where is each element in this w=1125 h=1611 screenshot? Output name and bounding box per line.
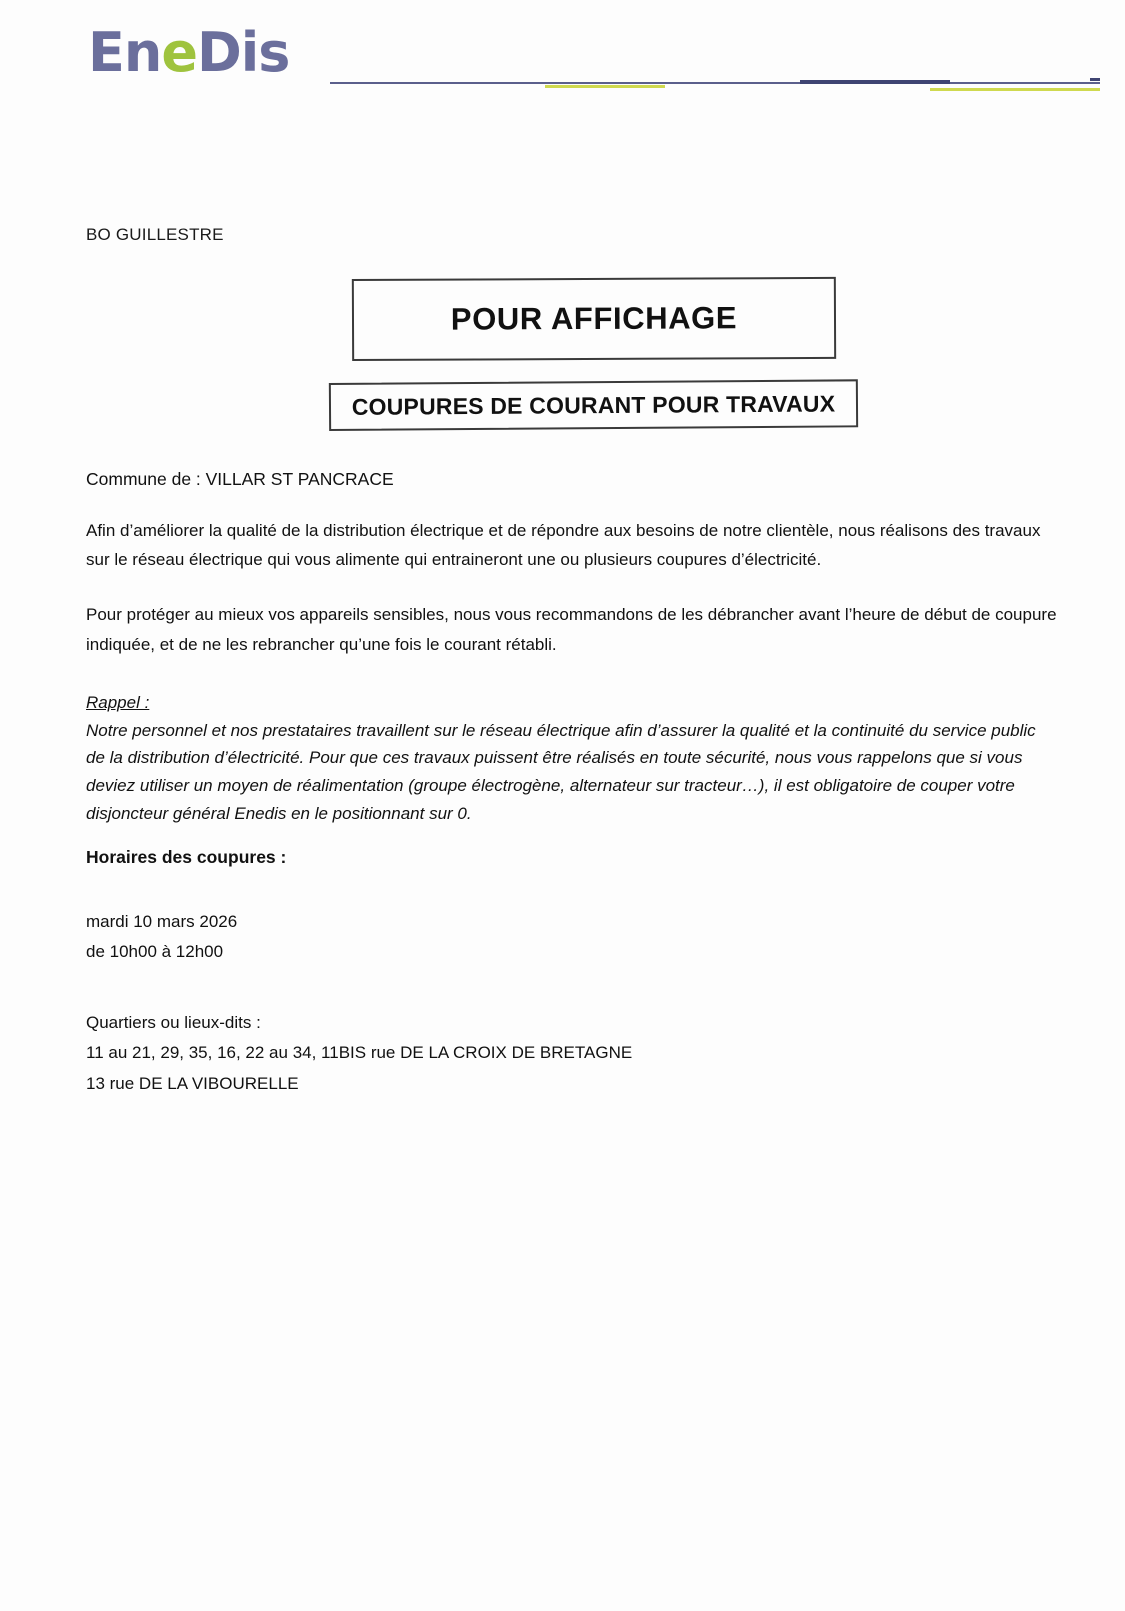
header-rule bbox=[330, 72, 1100, 98]
horaires-title: Horaires des coupures : bbox=[86, 847, 287, 868]
banner-pour-affichage bbox=[352, 277, 836, 361]
quartiers-title: Quartiers ou lieux-dits : bbox=[86, 1013, 261, 1033]
quartiers-line: 13 rue DE LA VIBOURELLE bbox=[86, 1073, 299, 1093]
logo-text-accent: e bbox=[161, 21, 197, 84]
banner-coupures-travaux-text: COUPURES DE COURANT POUR TRAVAUX bbox=[351, 389, 836, 420]
header-rule-line bbox=[330, 82, 1100, 84]
header-rule-segment-green-2 bbox=[930, 88, 1100, 91]
enedis-logo bbox=[88, 22, 328, 84]
schedule-date: mardi 10 mars 2026 bbox=[86, 912, 238, 932]
schedule-block bbox=[86, 908, 1059, 965]
document-body bbox=[84, 225, 1059, 1098]
paragraph-appareils-sensibles: Pour protéger au mieux vos appareils sensibles, nous vous recommandons de les débrancher avant l’heure de début de coupure indiquée, et de ne les rebrancher qu’une fois le courant rétabli. bbox=[86, 605, 1057, 654]
enedis-logo-text bbox=[88, 22, 328, 84]
rappel-body: Notre personnel et nos prestataires travaillent sur le réseau électrique afin d’assurer la qualité et la continuité du service public de la distribution d’électricité. Pour que ces travaux puissent être réalisés en toute sécurité, nous vous rappelons que si vous deviez utiliser un moyen de réalimentation (groupe électrogène, alternateur sur tracteur…), il est obligatoire de couper votre disjoncteur général Enedis en le positionnant sur 0. bbox=[86, 720, 1036, 823]
logo-text-part2: Dis bbox=[196, 21, 290, 84]
header-rule-segment-blue-1 bbox=[800, 80, 950, 84]
agency-label: BO GUILLESTRE bbox=[86, 225, 224, 244]
banner-coupures-travaux bbox=[329, 379, 858, 431]
quartiers-block bbox=[86, 1009, 1059, 1098]
paragraph-travaux: Afin d’améliorer la qualité de la distribution électrique et de répondre aux besoins de notre clientèle, nous réalisons des travaux sur le réseau électrique qui vous alimente qui entraineront une ou plusieurs coupures d’électricité. bbox=[86, 521, 1041, 570]
logo-text-part1: En bbox=[88, 21, 162, 84]
banner-pour-affichage-text: POUR AFFICHAGE bbox=[450, 300, 738, 337]
quartiers-line: 11 au 21, 29, 35, 16, 22 au 34, 11BIS rue DE LA CROIX DE BRETAGNE bbox=[86, 1043, 633, 1063]
rappel-title: Rappel : bbox=[86, 692, 150, 712]
header-rule-segment-blue-2 bbox=[1090, 78, 1100, 81]
schedule-time: de 10h00 à 12h00 bbox=[86, 941, 224, 961]
header-rule-segment-green-1 bbox=[545, 85, 665, 88]
commune-line: Commune de : VILLAR ST PANCRACE bbox=[86, 469, 394, 489]
